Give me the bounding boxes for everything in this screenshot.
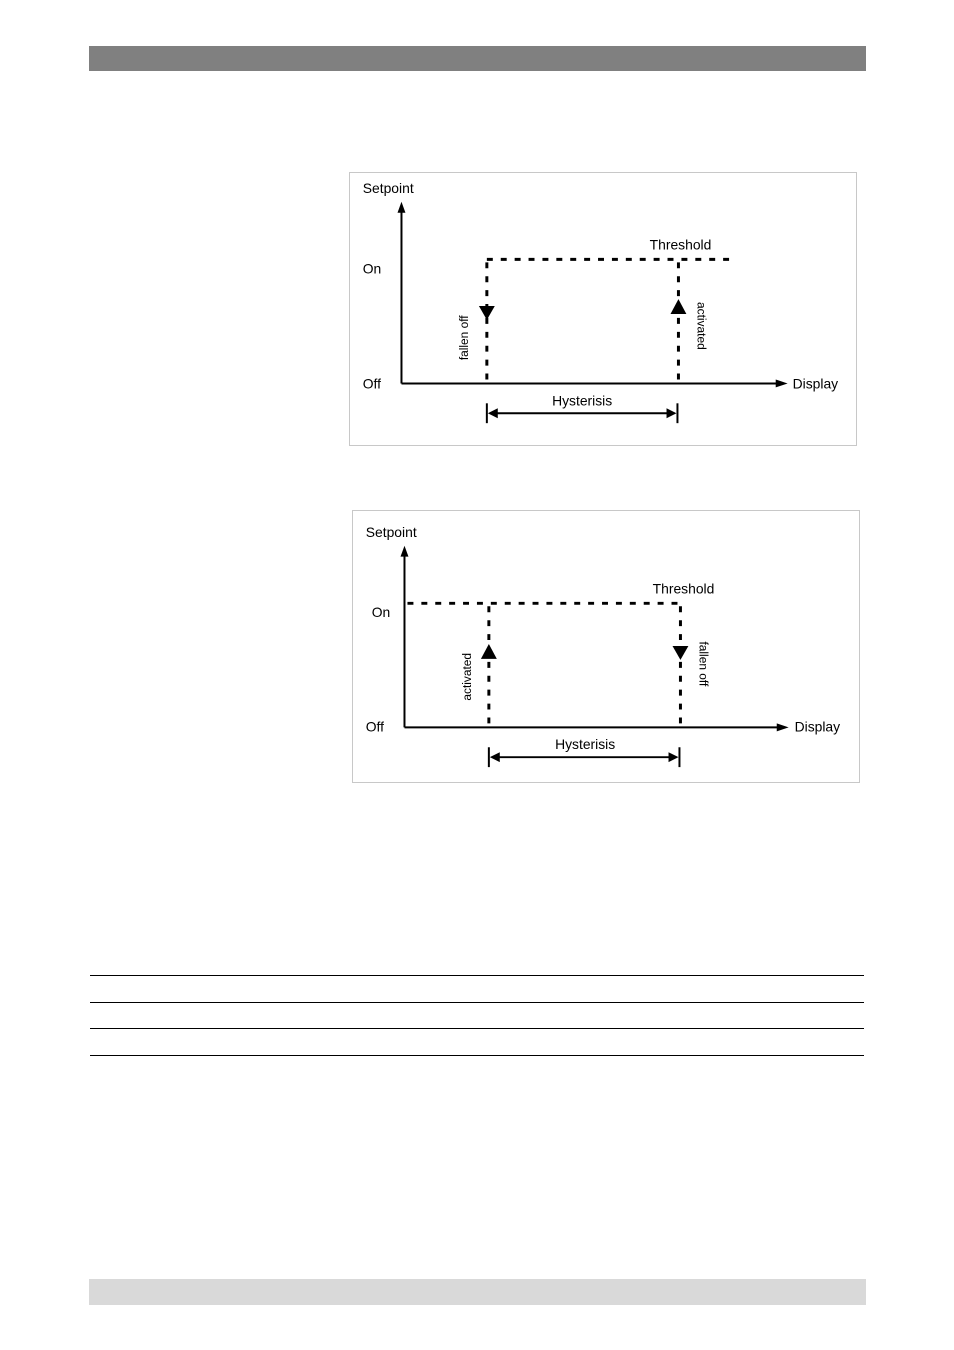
up-arrow-icon: [671, 299, 687, 314]
down-arrow-icon: [479, 306, 495, 320]
off-label: Off: [362, 375, 382, 392]
left-switch-label: fallen off: [456, 315, 471, 361]
x-axis-label: Display: [794, 718, 841, 735]
left-switch-label: activated: [459, 652, 474, 701]
table-rule-row-1: [90, 1002, 864, 1003]
threshold-label: Threshold: [652, 580, 715, 597]
off-label: Off: [365, 718, 385, 735]
y-axis-label: Setpoint: [365, 523, 417, 540]
span-label: Hysterisis: [552, 392, 613, 409]
span-right-arrowhead: [667, 408, 677, 418]
on-label: On: [371, 604, 391, 621]
on-label: On: [362, 260, 382, 277]
right-switch-label: activated: [694, 302, 709, 350]
up-arrow-icon: [481, 644, 497, 659]
diagram-canvas: [353, 511, 859, 782]
y-axis-arrowhead: [398, 202, 406, 213]
x-axis-label: Display: [792, 375, 839, 392]
right-switch-label: fallen off: [696, 641, 711, 687]
y-axis-arrowhead: [401, 546, 409, 557]
span-left-arrowhead: [490, 752, 500, 762]
hysteresis-diagram-1: [349, 172, 857, 446]
header-bar: [89, 46, 866, 71]
y-axis-label: Setpoint: [362, 179, 414, 196]
footer-bar: [89, 1279, 866, 1305]
down-arrow-icon: [673, 646, 689, 660]
table-rule-top: [90, 975, 864, 976]
span-label: Hysterisis: [555, 736, 616, 753]
x-axis-arrowhead: [777, 723, 789, 731]
table-rule-bottom: [90, 1055, 864, 1056]
span-right-arrowhead: [669, 752, 679, 762]
x-axis-arrowhead: [776, 379, 788, 387]
span-left-arrowhead: [488, 408, 498, 418]
diagram-canvas: [350, 173, 856, 445]
hysteresis-diagram-2: [352, 510, 860, 783]
threshold-label: Threshold: [649, 236, 712, 253]
table-rule-row-2: [90, 1028, 864, 1029]
